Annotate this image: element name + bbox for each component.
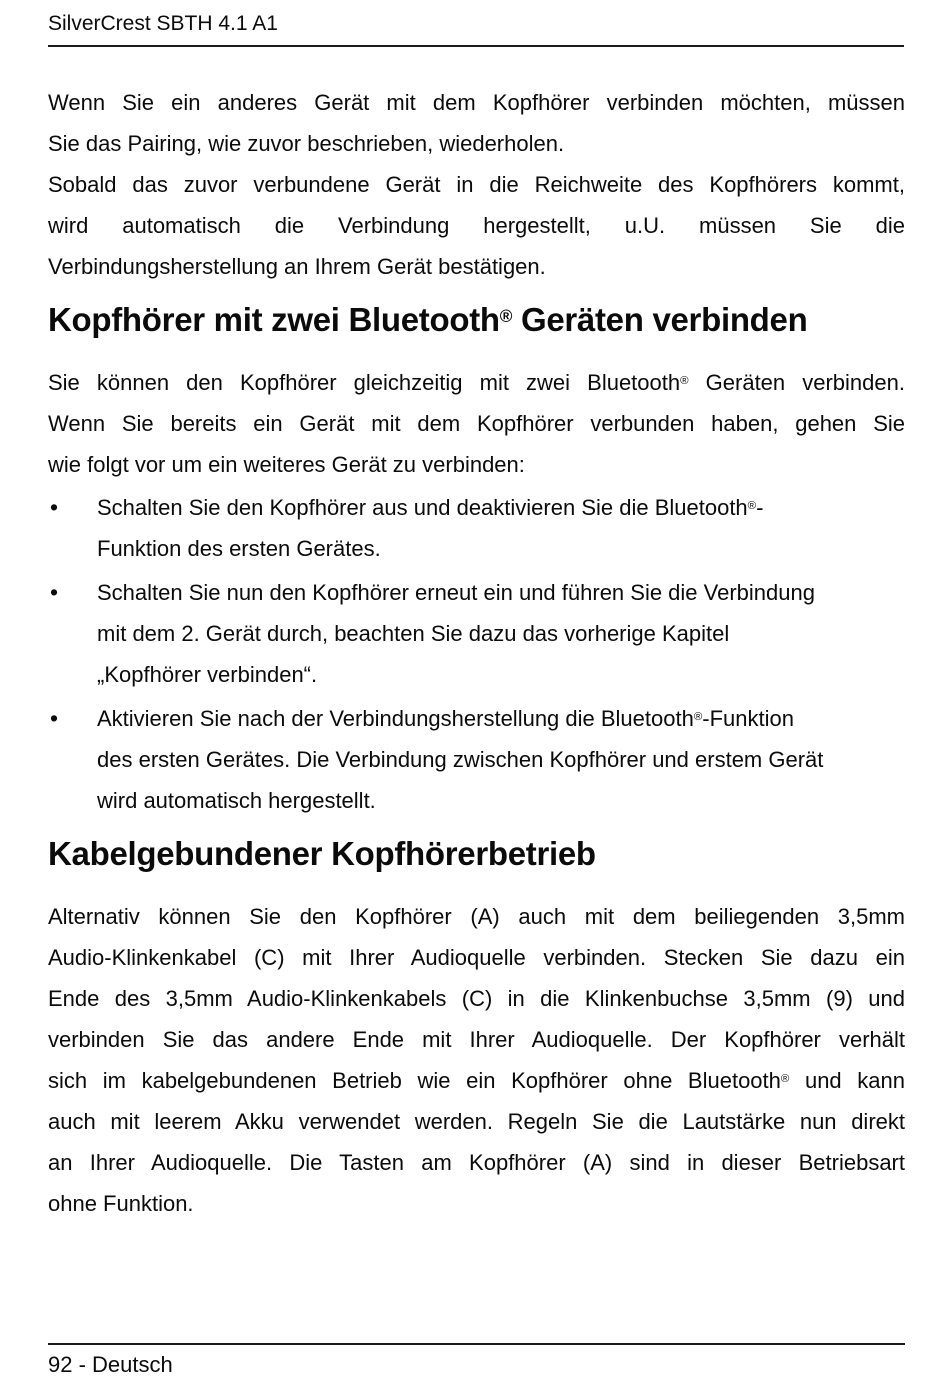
text-line: Schalten Sie den Kopfhörer aus und deaktivieren Sie die Bluetooth®- <box>97 495 764 520</box>
bullet-text <box>97 487 905 569</box>
text-line: Sobald das zuvor verbundene Gerät in die Reichweite des Kopfhörers kommt, <box>48 172 905 197</box>
bullet-text <box>97 572 905 695</box>
text-line: mit dem 2. Gerät durch, beachten Sie dazu das vorherige Kapitel <box>97 621 730 646</box>
page-header <box>48 0 904 47</box>
text-line: Wenn Sie bereits ein Gerät mit dem Kopfhörer verbunden haben, gehen Sie <box>48 411 905 436</box>
text-line: wird automatisch hergestellt. <box>97 788 376 813</box>
paragraph <box>48 896 905 1224</box>
bullet-icon: • <box>50 494 59 520</box>
text-line: auch mit leerem Akku verwendet werden. Regeln Sie die Lautstärke nun direkt <box>48 1109 905 1134</box>
text-line: Sie das Pairing, wie zuvor beschrieben, wiederholen. <box>48 131 565 156</box>
section-heading: Kopfhörer mit zwei Bluetooth® Geräten verbinden <box>48 301 808 338</box>
text-line: Wenn Sie ein anderes Gerät mit dem Kopfhörer verbinden möchten, müssen <box>48 90 905 115</box>
document-content <box>48 82 905 1224</box>
text-line: ohne Funktion. <box>48 1191 194 1216</box>
text-line: Alternativ können Sie den Kopfhörer (A) auch mit dem beiliegenden 3,5mm <box>48 904 905 929</box>
page-number-label: 92 - Deutsch <box>48 1352 173 1377</box>
paragraph <box>48 164 905 287</box>
registered-trademark-icon: ® <box>747 499 757 512</box>
paragraph <box>48 362 905 485</box>
registered-trademark-icon: ® <box>680 374 689 387</box>
text-line: Ende des 3,5mm Audio-Klinkenkabels (C) in die Klinkenbuchse 3,5mm (9) und <box>48 986 905 1011</box>
text-line: wie folgt vor um ein weiteres Gerät zu verbinden: <box>48 452 525 477</box>
text-line: verbinden Sie das andere Ende mit Ihrer Audioquelle. Der Kopfhörer verhält <box>48 1027 905 1052</box>
bullet-item <box>48 572 905 695</box>
page-footer <box>48 1343 905 1379</box>
text-line: an Ihrer Audioquelle. Die Tasten am Kopfhörer (A) sind in dieser Betriebsart <box>48 1150 905 1175</box>
paragraph <box>48 82 905 164</box>
registered-trademark-icon: ® <box>693 710 703 723</box>
section-heading: Kabelgebundener Kopfhörerbetrieb <box>48 835 596 872</box>
text-line: sich im kabelgebundenen Betrieb wie ein Kopfhörer ohne Bluetooth® und kann <box>48 1068 905 1093</box>
text-line: des ersten Gerätes. Die Verbindung zwischen Kopfhörer und erstem Gerät <box>97 747 824 772</box>
bullet-icon: • <box>50 705 59 731</box>
bullet-icon: • <box>50 579 59 605</box>
bullet-item <box>48 698 905 821</box>
text-line: wird automatisch die Verbindung hergestellt, u.U. müssen Sie die <box>48 213 905 238</box>
bullet-list <box>48 487 905 821</box>
text-line: Verbindungsherstellung an Ihrem Gerät bestätigen. <box>48 254 546 279</box>
text-line: Aktivieren Sie nach der Verbindungsherstellung die Bluetooth®-Funktion <box>97 706 794 731</box>
text-line: Schalten Sie nun den Kopfhörer erneut ein und führen Sie die Verbindung <box>97 580 815 605</box>
page-header-title: SilverCrest SBTH 4.1 A1 <box>48 12 278 35</box>
text-line: Audio-Klinkenkabel (C) mit Ihrer Audioquelle verbinden. Stecken Sie dazu ein <box>48 945 905 970</box>
registered-trademark-icon: ® <box>780 1072 790 1085</box>
text-line: Sie können den Kopfhörer gleichzeitig mit zwei Bluetooth® Geräten verbinden. <box>48 370 905 395</box>
bullet-text <box>97 698 905 821</box>
bullet-item <box>48 487 905 569</box>
text-line: „Kopfhörer verbinden“. <box>97 662 318 687</box>
registered-trademark-icon: ® <box>499 305 513 326</box>
text-line: Funktion des ersten Gerätes. <box>97 536 381 561</box>
